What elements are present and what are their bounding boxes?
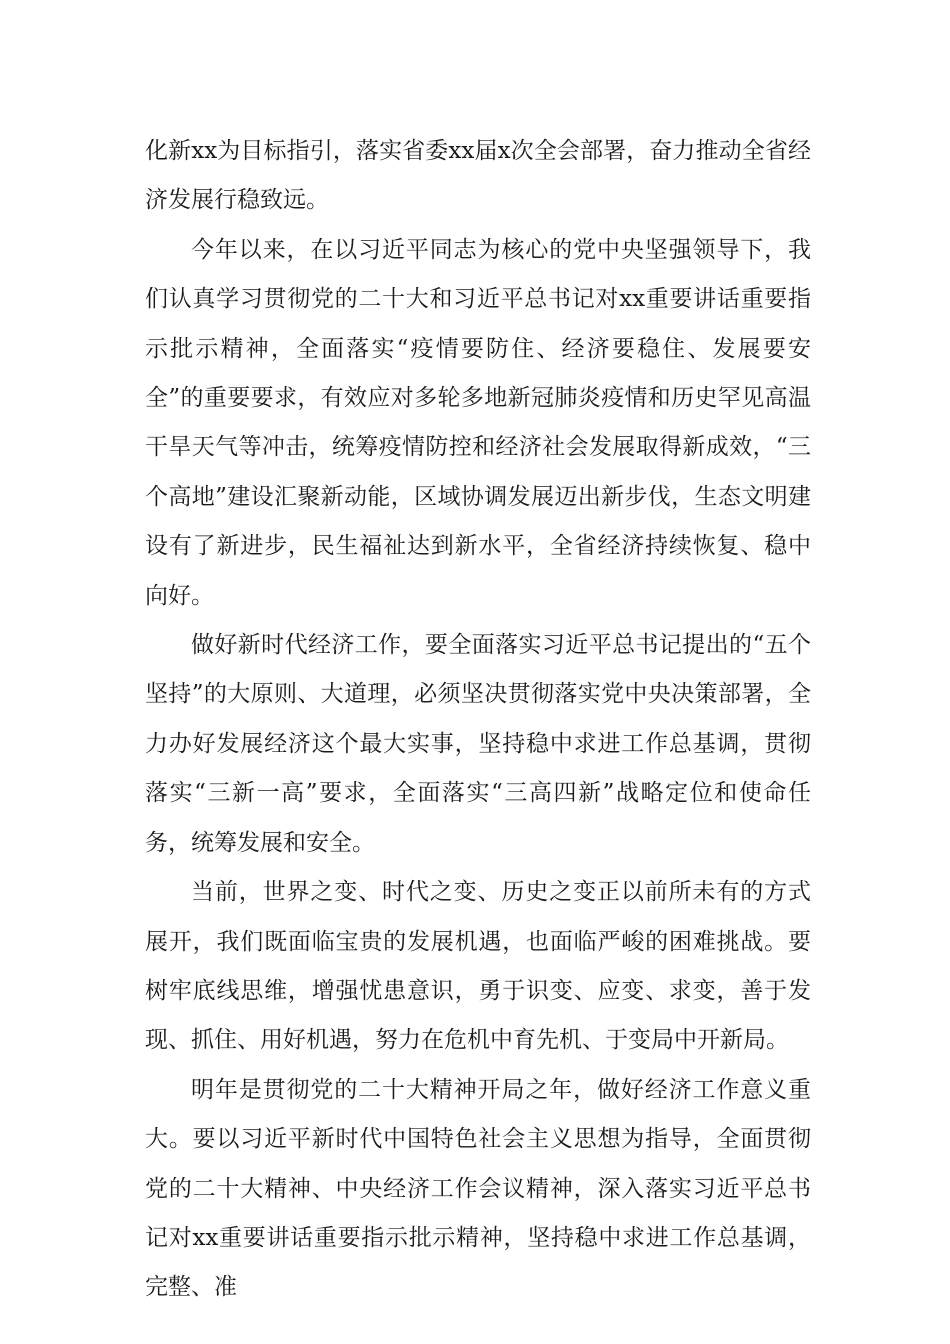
paragraph-next-year: 明年是贯彻党的二十大精神开局之年，做好经济工作意义重大。要以习近平新时代中国特色社会主义思想为指导，全面贯彻党的二十大精神、中央经济工作会议精神，深入落实习近平总书记对xx重要讲话重要指示批示精神，坚持稳中求进工作总基调，完整、准 bbox=[145, 1076, 811, 1301]
document-body bbox=[145, 127, 811, 1313]
paragraph-this-year: 今年以来，在以习近平同志为核心的党中央坚强领导下，我们认真学习贯彻党的二十大和习近平总书记对xx重要讲话重要指示批示精神，全面落实“疫情要防住、经济要稳住、发展要安全”的重要要求，有效应对多轮多地新冠肺炎疫情和历史罕见高温干旱天气等冲击，统筹疫情防控和经济社会发展取得新成效，“三个高地”建设汇聚新动能，区域协调发展迈出新步伐，生态文明建设有了新进步，民生福祉达到新水平，全省经济持续恢复、稳中向好。 bbox=[145, 236, 811, 609]
paragraph-new-era-economy: 做好新时代经济工作，要全面落实习近平总书记提出的“五个坚持”的大原则、大道理，必须坚决贯彻落实党中央决策部署，全力办好发展经济这个最大实事，坚持稳中求进工作总基调，贯彻落实“三新一高”要求，全面落实“三高四新”战略定位和使命任务，统筹发展和安全。 bbox=[145, 632, 811, 856]
paragraph-continuation: 化新xx为目标指引，落实省委xx届x次全会部署，奋力推动全省经济发展行稳致远。 bbox=[145, 138, 811, 214]
paragraph-current-situation: 当前，世界之变、时代之变、历史之变正以前所未有的方式展开，我们既面临宝贵的发展机遇，也面临严峻的困难挑战。要树牢底线思维，增强忧患意识，勇于识变、应变、求变，善于发现、抓住、用好机遇，努力在危机中育先机、于变局中开新局。 bbox=[145, 879, 811, 1054]
